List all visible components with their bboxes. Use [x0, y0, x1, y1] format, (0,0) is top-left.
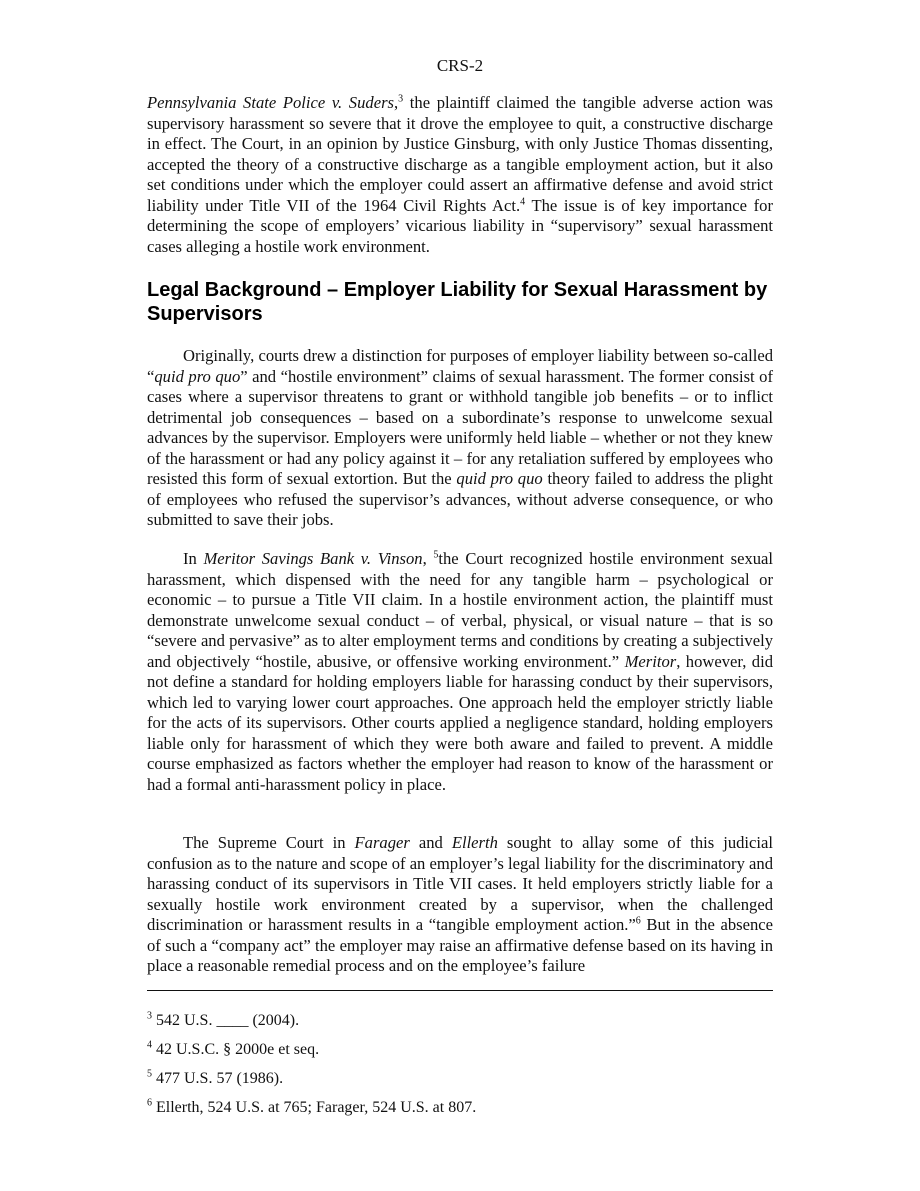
case-name-farager: Farager — [354, 833, 410, 852]
paragraph-text: In — [183, 549, 204, 568]
paragraph-text: The Supreme Court in — [183, 833, 355, 852]
paragraph-text: , however, did not define a standard for holding employers liable for harassing conduct by their supervisors, which led to varying lower court approaches. One approach held the employer strictly liable for the acts of its supervisors. Other courts applied a negligence standard, holding employers liable only for harassment of which they were both aware and failed to prevent. A middle course emphasized as factors whether the employer had reason to know of the harassment or had a formal anti-harassment policy in place. — [147, 651, 774, 794]
paragraph-suders — [147, 93, 773, 257]
footnote-4 — [147, 1040, 773, 1060]
footnote-ref-6[interactable]: 6 — [635, 915, 641, 927]
paragraph-text: the Court recognized hostile environment sexual harassment, which dispensed with the need for any tangible harm – psychological or economic – to pursue a Title VII claim. In a hostile environment action, the plaintiff must demonstrate unwelcome sexual conduct – of verbal, physical, or visual nature – that is so “severe and pervasive” as to alter employment terms and conditions by creating a subjectively and objectively “hostile, abusive, or offensive working environment.” — [147, 549, 774, 671]
footnote-text: 542 U.S. ____ (2004). — [152, 1012, 300, 1029]
footnote-text: 42 U.S.C. § 2000e et seq. — [152, 1041, 320, 1058]
paragraph-text: the plaintiff claimed the tangible adverse action was supervisory harassment so severe that it drove the employee to quit, a constructive discharge in effect. The Court, in an opinion by Justice Ginsburg, with only Justice Thomas dissenting, accepted the theory of a constructive discharge as a tangible employment action, but it also set conditions under which the employer could assert an affirmative defense and avoid strict liability under Title VII of the 1964 Civil Rights Act. — [147, 93, 773, 215]
case-name-meritor: Meritor Savings Bank v. Vinson — [203, 549, 423, 568]
case-name-suders: Pennsylvania State Police v. Suders — [147, 93, 394, 112]
italic-term: quid pro quo — [154, 366, 241, 386]
page-header: CRS-2 — [436, 56, 484, 75]
paragraph-text: Originally, courts drew a distinction for purposes of employer liability between so-called “ — [147, 346, 773, 386]
paragraph-text: theory failed to address the plight of employees who refused the supervisor’s advances, without adverse consequence, or who submitted to save their jobs. — [147, 469, 773, 529]
paragraph-meritor — [147, 549, 773, 795]
footnote-ref-3[interactable]: 3 — [398, 93, 404, 105]
section-heading: Legal Background – Employer Liability for Sexual Harassment by Supervisors — [147, 279, 768, 325]
footnotes-section — [147, 1011, 773, 1127]
paragraph-background — [147, 346, 773, 531]
footnote-text: Ellerth, 524 U.S. at 765; Farager, 524 U.S. at 807. — [152, 1099, 477, 1116]
footnote-divider — [147, 990, 773, 991]
footnote-6 — [147, 1098, 773, 1118]
paragraph-text: sought to allay some of this judicial confusion as to the nature and scope of an employer’s legal liability for the discriminatory and harassing conduct of its supervisors in Title VII cases. It held employers strictly liable for a sexually hostile work environment created by a supervisor, when the challenged discrimination or harassment results in a “tangible employment action.” — [147, 833, 773, 934]
italic-term: quid pro quo — [456, 469, 543, 488]
paragraph-text: , — [422, 549, 434, 568]
footnote-number: 5 — [147, 1068, 152, 1080]
paragraph-text: But in the absence of such a “company act” the employer may raise an affirmative defense based on its having in place a reasonable remedial process and on the employee’s failure — [147, 915, 773, 975]
footnote-text: 477 U.S. 57 (1986). — [152, 1070, 284, 1087]
paragraph-text: and — [409, 833, 452, 852]
footnote-ref-5[interactable]: 5 — [433, 549, 439, 561]
paragraph-text: The issue is of key importance for determining the scope of employers’ vicarious liability in “supervisory” sexual harassment cases alleging a hostile work environment. — [147, 195, 773, 256]
footnote-ref-4[interactable]: 4 — [520, 195, 526, 207]
paragraph-text: , — [393, 93, 399, 112]
footnote-number: 4 — [147, 1039, 152, 1051]
footnote-5 — [147, 1069, 773, 1089]
footnote-number: 6 — [147, 1097, 152, 1109]
paragraph-farager-ellerth — [147, 833, 773, 977]
case-name-ellerth: Ellerth — [451, 833, 498, 852]
case-name-meritor-short: Meritor — [624, 651, 677, 671]
footnote-3 — [147, 1011, 773, 1031]
footnote-number: 3 — [147, 1010, 152, 1022]
paragraph-text: ” and “hostile environment” claims of sexual harassment. The former consist of cases where a supervisor threatens to grant or withhold tangible job benefits – or to inflict detrimental job consequences – based on a subordinate’s response to unwelcome sexual advances by the supervisor. Employers were uniformly held liable – whether or not they knew of the harassment or had any policy against it – for any retaliation suffered by employees who resisted this form of sexual extortion. But the — [147, 366, 773, 488]
